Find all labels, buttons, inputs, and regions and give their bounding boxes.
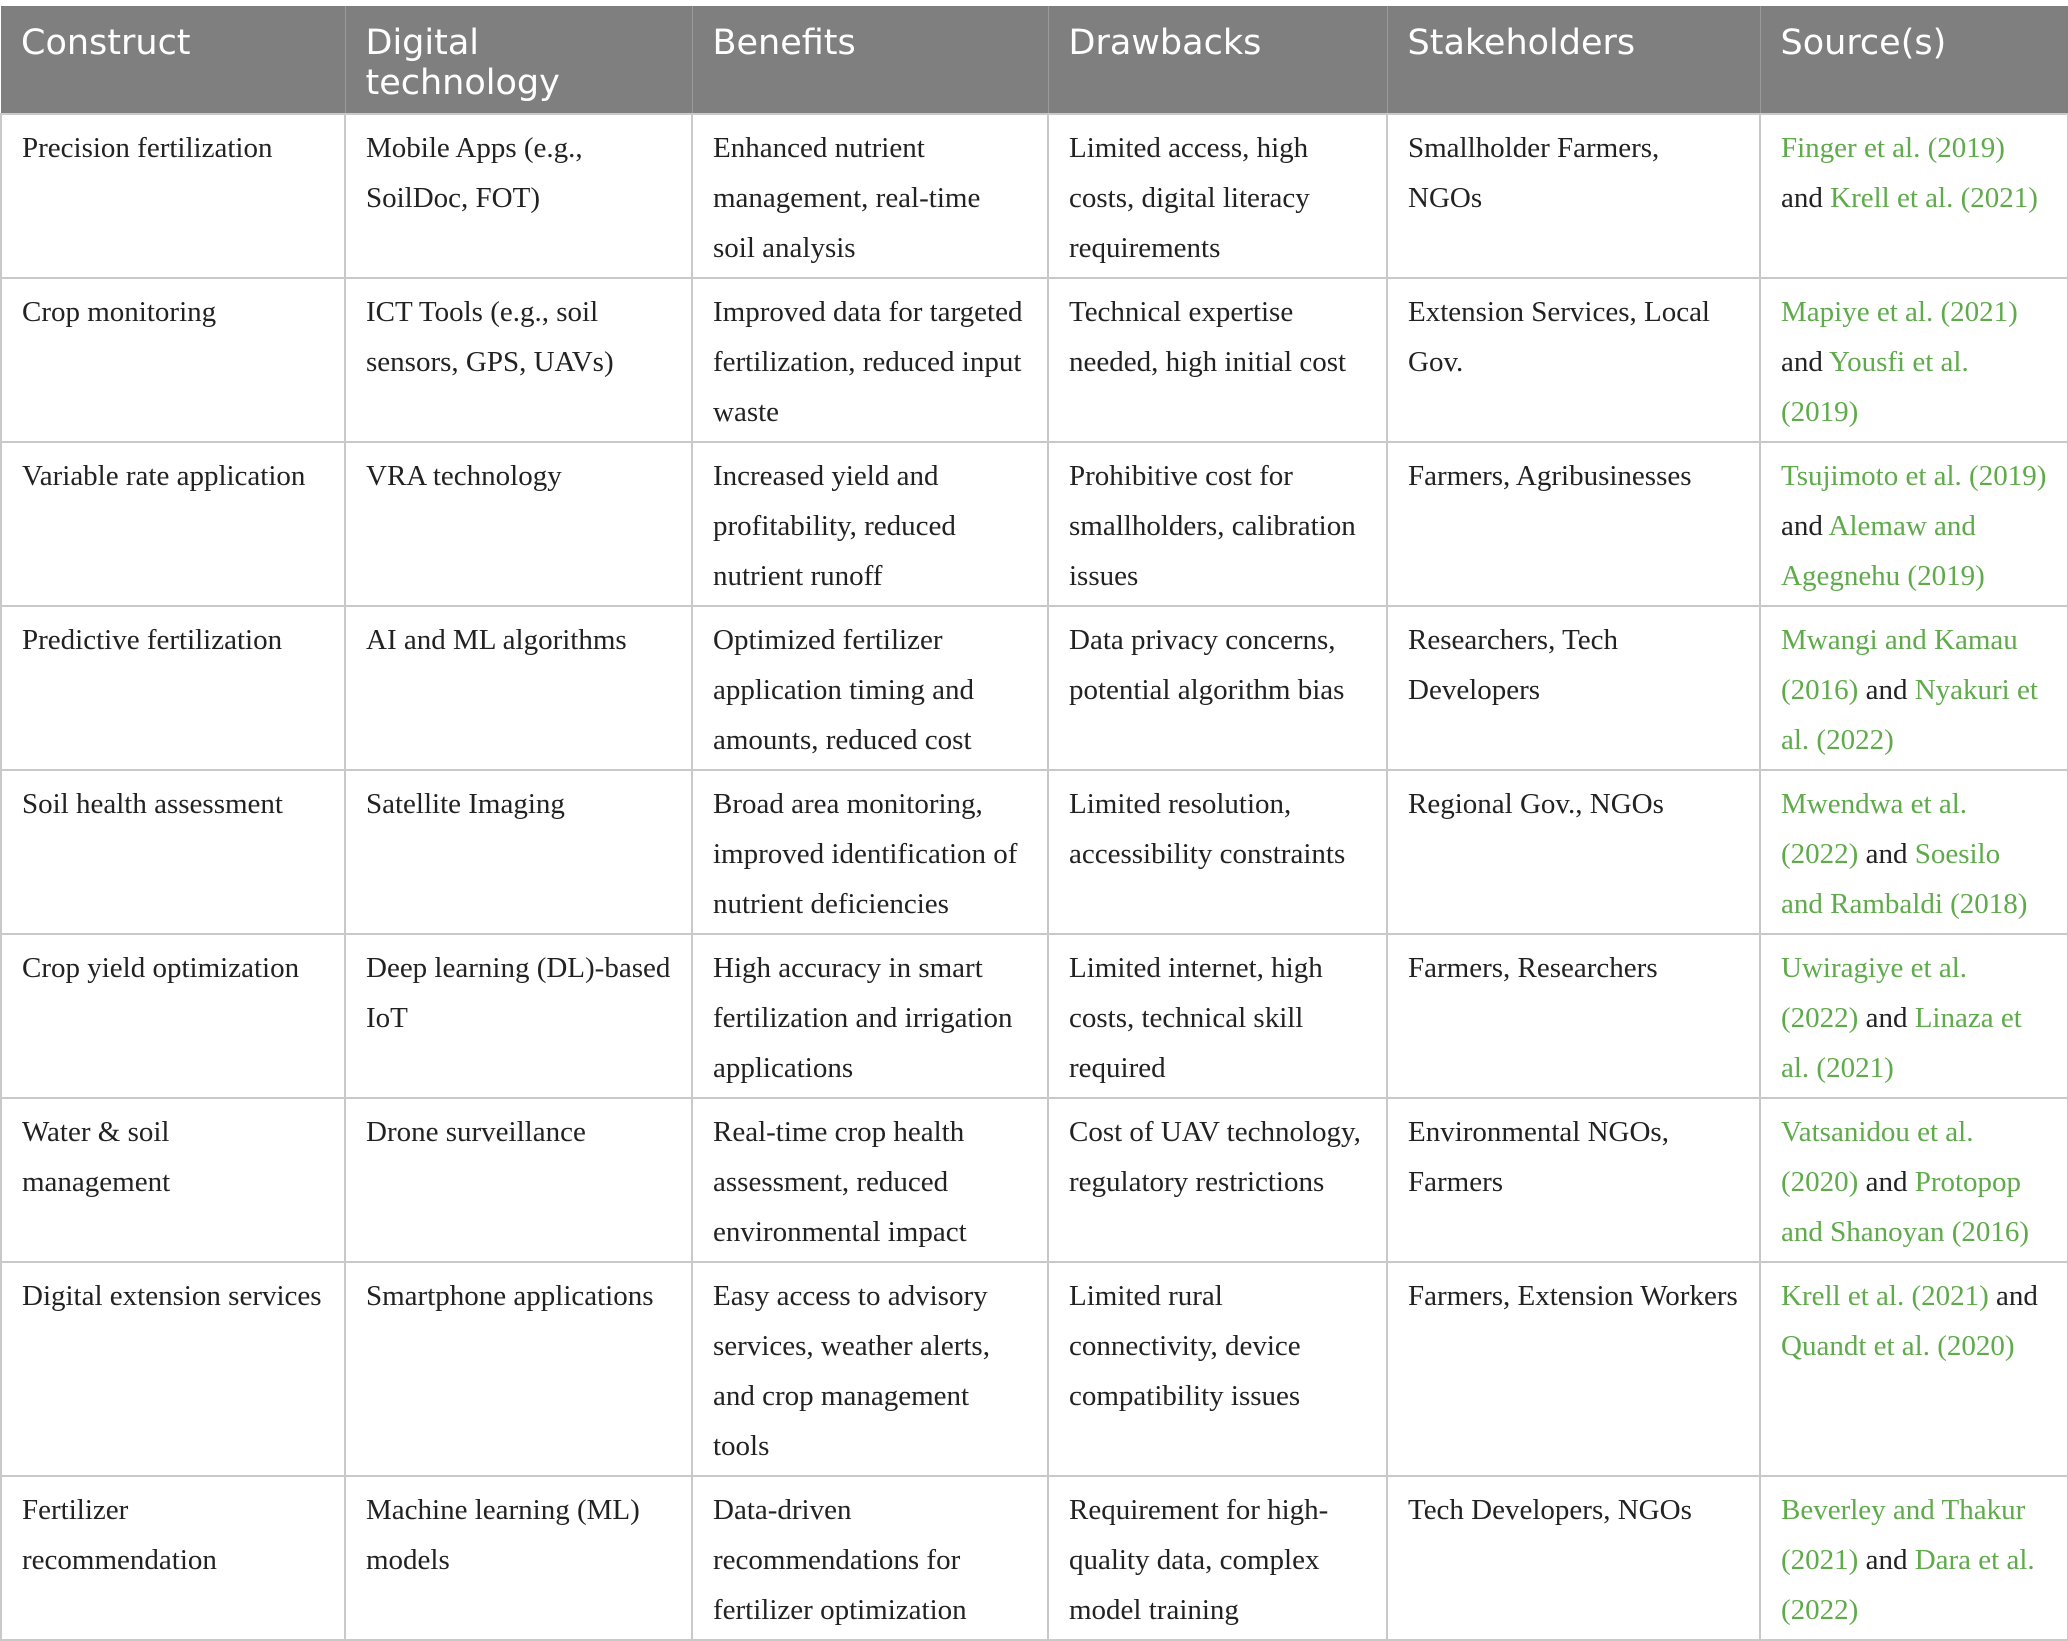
drawbacks-cell: Requirement for high-quality data, complex model training [1048,1476,1387,1640]
table-header [1,6,2068,114]
source-link[interactable]: Yousfi et al. (2019) [1781,346,1969,428]
sources-cell [1760,606,2068,770]
table-row [1,934,2068,1098]
column-header-drawbacks: Drawbacks [1048,6,1387,114]
stakeholders-cell: Tech Developers, NGOs [1387,1476,1760,1640]
construct-cell: Soil health assessment [1,770,345,934]
construct-cell: Fertilizer recommendation [1,1476,345,1640]
drawbacks-cell: Limited internet, high costs, technical skill required [1048,934,1387,1098]
source-link[interactable]: Linaza et al. (2021) [1781,1002,2022,1084]
benefits-cell: Increased yield and profitability, reduced nutrient runoff [692,442,1048,606]
source-connector: and [1858,674,1915,706]
source-connector: and [1781,182,1831,214]
table-row [1,114,2068,278]
source-link[interactable]: Nyakuri et al. (2022) [1781,674,2038,756]
stakeholders-cell: Smallholder Farmers, NGOs [1387,114,1760,278]
source-link[interactable]: Krell et al. (2021) [1830,182,2038,214]
table-body [1,114,2068,1640]
source-link[interactable]: Uwiragiye et al. (2022) [1781,952,1968,1034]
sources-cell [1760,442,2068,606]
column-header-benefits: Benefits [692,6,1048,114]
table-row [1,442,2068,606]
source-connector: and [1858,1166,1915,1198]
benefits-cell: Improved data for targeted fertilization, reduced input waste [692,278,1048,442]
source-link[interactable]: Protopop and Shanoyan (2016) [1781,1166,2030,1248]
technology-cell: Smartphone applications [345,1262,692,1476]
drawbacks-cell: Limited access, high costs, digital literacy requirements [1048,114,1387,278]
benefits-cell: Broad area monitoring, improved identification of nutrient deficiencies [692,770,1048,934]
source-link[interactable]: Quandt et al. (2020) [1781,1330,2015,1362]
source-connector: and [1858,1002,1915,1034]
source-connector: and [1858,1544,1915,1576]
source-connector: and [1781,346,1830,378]
benefits-cell: Data-driven recommendations for fertilizer optimization [692,1476,1048,1640]
stakeholders-cell: Extension Services, Local Gov. [1387,278,1760,442]
sources-cell [1760,114,2068,278]
benefits-cell: Easy access to advisory services, weather alerts, and crop management tools [692,1262,1048,1476]
technology-cell: Mobile Apps (e.g., SoilDoc, FOT) [345,114,692,278]
source-link[interactable]: Vatsanidou et al. (2020) [1781,1116,1974,1198]
technology-cell: Machine learning (ML) models [345,1476,692,1640]
construct-cell: Digital extension services [1,1262,345,1476]
table-row [1,1262,2068,1476]
construct-cell: Precision fertilization [1,114,345,278]
drawbacks-cell: Limited resolution, accessibility constraints [1048,770,1387,934]
source-connector: and [1781,510,1829,542]
source-link[interactable]: Finger et al. (2019) [1781,132,2005,164]
source-link[interactable]: Mwendwa et al. (2022) [1781,788,1968,870]
source-link[interactable]: Alemaw and Agegnehu (2019) [1781,510,1985,592]
stakeholders-cell: Farmers, Researchers [1387,934,1760,1098]
drawbacks-cell: Data privacy concerns, potential algorithm bias [1048,606,1387,770]
drawbacks-cell: Cost of UAV technology, regulatory restrictions [1048,1098,1387,1262]
stakeholders-cell: Farmers, Agribusinesses [1387,442,1760,606]
column-header-digital-technology: Digital technology [345,6,692,114]
sources-cell [1760,1476,2068,1640]
construct-cell: Water & soil management [1,1098,345,1262]
sources-cell [1760,770,2068,934]
source-link[interactable]: Dara et al. (2022) [1781,1544,2035,1626]
construct-cell: Variable rate application [1,442,345,606]
drawbacks-cell: Limited rural connectivity, device compatibility issues [1048,1262,1387,1476]
column-header-sources: Source(s) [1760,6,2068,114]
digital-technology-table [0,6,2068,1641]
technology-cell: Satellite Imaging [345,770,692,934]
construct-cell: Predictive fertilization [1,606,345,770]
benefits-cell: Enhanced nutrient management, real-time soil analysis [692,114,1048,278]
sources-cell [1760,1262,2068,1476]
table-row [1,606,2068,770]
stakeholders-cell: Researchers, Tech Developers [1387,606,1760,770]
sources-cell [1760,278,2068,442]
source-link[interactable]: Mwangi and Kamau (2016) [1781,624,2018,706]
benefits-cell: High accuracy in smart fertilization and irrigation applications [692,934,1048,1098]
stakeholders-cell: Environmental NGOs, Farmers [1387,1098,1760,1262]
benefits-cell: Optimized fertilizer application timing and amounts, reduced cost [692,606,1048,770]
technology-cell: VRA technology [345,442,692,606]
source-connector: and [1988,1280,2038,1312]
stakeholders-cell: Farmers, Extension Workers [1387,1262,1760,1476]
sources-cell [1760,1098,2068,1262]
technology-cell: AI and ML algorithms [345,606,692,770]
technology-cell: Deep learning (DL)-based IoT [345,934,692,1098]
table-row [1,770,2068,934]
source-link[interactable]: Tsujimoto et al. (2019) [1781,460,2047,492]
drawbacks-cell: Technical expertise needed, high initial cost [1048,278,1387,442]
header-row [1,6,2068,114]
technology-cell: ICT Tools (e.g., soil sensors, GPS, UAVs) [345,278,692,442]
table-row [1,278,2068,442]
sources-cell [1760,934,2068,1098]
table-row [1,1476,2068,1640]
column-header-stakeholders: Stakeholders [1387,6,1760,114]
column-header-construct: Construct [1,6,345,114]
construct-cell: Crop monitoring [1,278,345,442]
table-row [1,1098,2068,1262]
stakeholders-cell: Regional Gov., NGOs [1387,770,1760,934]
source-link[interactable]: Krell et al. (2021) [1781,1280,1989,1312]
benefits-cell: Real-time crop health assessment, reduced environmental impact [692,1098,1048,1262]
construct-cell: Crop yield optimization [1,934,345,1098]
technology-cell: Drone surveillance [345,1098,692,1262]
source-connector: and [1858,838,1915,870]
drawbacks-cell: Prohibitive cost for smallholders, calibration issues [1048,442,1387,606]
source-link[interactable]: Beverley and Thakur (2021) [1781,1494,2026,1576]
source-link[interactable]: Soesilo and Rambaldi (2018) [1781,838,2028,920]
source-link[interactable]: Mapiye et al. (2021) [1781,296,2018,328]
